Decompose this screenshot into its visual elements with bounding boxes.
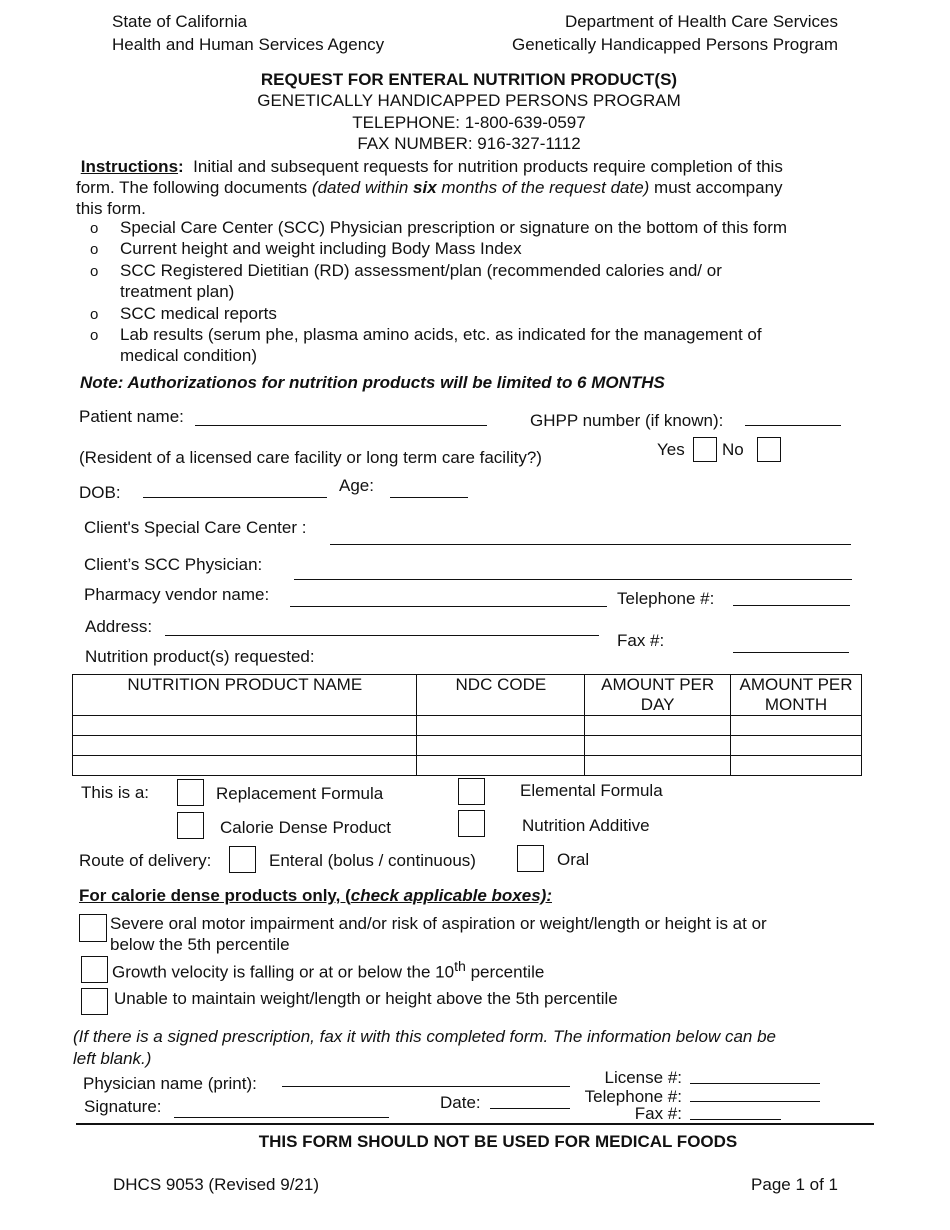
form-fax: FAX NUMBER: 916-327-1112 xyxy=(357,134,581,153)
instructions-line-3: this form. xyxy=(76,199,146,218)
prescription-note-continued: left blank.) xyxy=(73,1049,152,1068)
products-requested-label: Nutrition product(s) requested: xyxy=(85,647,315,666)
scc-physician-field[interactable] xyxy=(294,579,852,580)
list-item-continued: medical condition) xyxy=(120,346,258,365)
bullet-icon: o xyxy=(90,327,99,344)
agency-name: State of California xyxy=(112,12,248,31)
bullet-icon: o xyxy=(90,220,99,237)
amount-per-month-cell[interactable] xyxy=(731,736,862,756)
nutrition-additive-label: Nutrition Additive xyxy=(522,816,650,835)
date-label: Date: xyxy=(440,1093,481,1112)
amount-per-month-cell[interactable] xyxy=(731,716,862,736)
dob-field[interactable] xyxy=(143,497,327,498)
physician-telephone-label: Telephone #: xyxy=(584,1087,682,1106)
growth-velocity-label: Growth velocity is falling or at or below the 10th percentile xyxy=(112,959,545,982)
elemental-formula-label: Elemental Formula xyxy=(520,781,663,800)
oral-checkbox[interactable] xyxy=(517,845,544,872)
bullet-icon: o xyxy=(90,241,99,258)
physician-name-label: Physician name (print): xyxy=(83,1074,257,1093)
list-item: Special Care Center (SCC) Physician prescription or signature on the bottom of this form xyxy=(120,218,788,237)
oral-motor-impairment-label: Severe oral motor impairment and/or risk of aspiration or weight/length or height is at or xyxy=(110,914,767,933)
resident-question: (Resident of a licensed care facility or long term care facility?) xyxy=(79,448,542,467)
calorie-dense-checkbox[interactable] xyxy=(177,812,204,839)
growth-velocity-checkbox[interactable] xyxy=(81,956,108,983)
product-type-label: This is a: xyxy=(81,783,150,802)
physician-fax-label: Fax #: xyxy=(634,1104,682,1123)
resident-no-checkbox[interactable] xyxy=(757,437,781,462)
physician-fax-field[interactable] xyxy=(690,1119,781,1120)
fax-field[interactable] xyxy=(733,652,849,653)
authorization-note: Note: Authorizationos for nutrition products will be limited to 6 MONTHS xyxy=(80,373,665,392)
license-label: License #: xyxy=(604,1068,682,1087)
table-row xyxy=(73,736,862,756)
address-label: Address: xyxy=(85,617,153,636)
route-label: Route of delivery: xyxy=(79,851,212,870)
list-item-continued: treatment plan) xyxy=(120,282,235,301)
patient-name-field[interactable] xyxy=(195,425,487,426)
prescription-note: (If there is a signed prescription, fax it with this completed form. The information below can be xyxy=(73,1027,776,1046)
amount-per-day-cell[interactable] xyxy=(585,736,731,756)
physician-name-field[interactable] xyxy=(282,1086,570,1087)
no-label: No xyxy=(722,440,744,459)
special-care-center-label: Client's Special Care Center : xyxy=(84,518,307,537)
license-field[interactable] xyxy=(690,1083,820,1084)
form-number: DHCS 9053 (Revised 9/21) xyxy=(113,1175,319,1194)
replacement-formula-checkbox[interactable] xyxy=(177,779,204,806)
medical-foods-warning: THIS FORM SHOULD NOT BE USED FOR MEDICAL FOODS xyxy=(258,1132,738,1151)
form-title: REQUEST FOR ENTERAL NUTRITION PRODUCT(S) xyxy=(260,70,678,89)
instructions-line-1: Instructions: Initial and subsequent requests for nutrition products require completion of this xyxy=(80,157,783,176)
department-name: Department of Health Care Services xyxy=(564,12,838,31)
ndc-code-cell[interactable] xyxy=(417,756,585,776)
footer-divider xyxy=(76,1123,874,1125)
program-name: Genetically Handicapped Persons Program xyxy=(511,35,838,54)
product-name-cell[interactable] xyxy=(73,716,417,736)
column-header-ndc-code: NDC CODE xyxy=(417,675,585,716)
amount-per-day-cell[interactable] xyxy=(585,756,731,776)
form-telephone: TELEPHONE: 1-800-639-0597 xyxy=(352,113,586,132)
age-label: Age: xyxy=(339,476,374,495)
list-item: Current height and weight including Body Mass Index xyxy=(120,239,522,258)
signature-field[interactable] xyxy=(174,1117,389,1118)
table-row xyxy=(73,716,862,736)
table-row xyxy=(73,756,862,776)
resident-yes-checkbox[interactable] xyxy=(693,437,717,462)
ghpp-number-field[interactable] xyxy=(745,425,841,426)
fax-label: Fax #: xyxy=(617,631,665,650)
amount-per-day-cell[interactable] xyxy=(585,716,731,736)
address-field[interactable] xyxy=(165,635,599,636)
oral-motor-impairment-checkbox[interactable] xyxy=(79,914,107,942)
table-header-row xyxy=(73,675,862,716)
calorie-section-heading: For calorie dense products only, (check applicable boxes): xyxy=(79,886,552,905)
calorie-dense-label: Calorie Dense Product xyxy=(220,818,392,837)
oral-motor-impairment-label-continued: below the 5th percentile xyxy=(110,935,290,954)
list-item: Lab results (serum phe, plasma amino acids, etc. as indicated for the management of xyxy=(120,325,762,344)
yes-label: Yes xyxy=(657,440,685,459)
dob-label: DOB: xyxy=(79,483,121,502)
column-header-amount-per-day: AMOUNT PER DAY xyxy=(585,675,731,716)
special-care-center-field[interactable] xyxy=(330,544,851,545)
telephone-label: Telephone #: xyxy=(617,589,715,608)
ghpp-number-label: GHPP number (if known): xyxy=(530,411,724,430)
column-header-amount-per-month: AMOUNT PER MONTH xyxy=(731,675,862,716)
physician-telephone-field[interactable] xyxy=(690,1101,820,1102)
bullet-icon: o xyxy=(90,263,99,280)
nutrition-products-table xyxy=(72,674,862,776)
product-name-cell[interactable] xyxy=(73,736,417,756)
patient-name-label: Patient name: xyxy=(79,407,184,426)
scc-physician-label: Client’s SCC Physician: xyxy=(84,555,263,574)
age-field[interactable] xyxy=(390,497,468,498)
pharmacy-vendor-field[interactable] xyxy=(290,606,607,607)
elemental-formula-checkbox[interactable] xyxy=(458,778,485,805)
replacement-formula-label: Replacement Formula xyxy=(216,784,384,803)
product-name-cell[interactable] xyxy=(73,756,417,776)
amount-per-month-cell[interactable] xyxy=(731,756,862,776)
enteral-label: Enteral (bolus / continuous) xyxy=(269,851,476,870)
agency-subname: Health and Human Services Agency xyxy=(112,35,385,54)
instructions-line-2: form. The following documents (dated within six months of the request date) must accompany xyxy=(76,178,783,197)
weight-maintenance-checkbox[interactable] xyxy=(81,988,108,1015)
ndc-code-cell[interactable] xyxy=(417,736,585,756)
pharmacy-vendor-label: Pharmacy vendor name: xyxy=(84,585,270,604)
form-program: GENETICALLY HANDICAPPED PERSONS PROGRAM xyxy=(257,91,681,110)
signature-label: Signature: xyxy=(84,1097,162,1116)
bullet-icon: o xyxy=(90,306,99,323)
enteral-checkbox[interactable] xyxy=(229,846,256,873)
telephone-field[interactable] xyxy=(733,605,850,606)
nutrition-additive-checkbox[interactable] xyxy=(458,810,485,837)
oral-label: Oral xyxy=(557,850,590,869)
list-item: SCC Registered Dietitian (RD) assessment/plan (recommended calories and/ or xyxy=(120,261,722,280)
column-header-product-name: NUTRITION PRODUCT NAME xyxy=(73,675,417,716)
ndc-code-cell[interactable] xyxy=(417,716,585,736)
list-item: SCC medical reports xyxy=(120,304,277,323)
page-number: Page 1 of 1 xyxy=(751,1175,838,1194)
weight-maintenance-label: Unable to maintain weight/length or height above the 5th percentile xyxy=(114,989,618,1008)
date-field[interactable] xyxy=(490,1108,570,1109)
instructions-label: Instructions xyxy=(80,157,179,176)
